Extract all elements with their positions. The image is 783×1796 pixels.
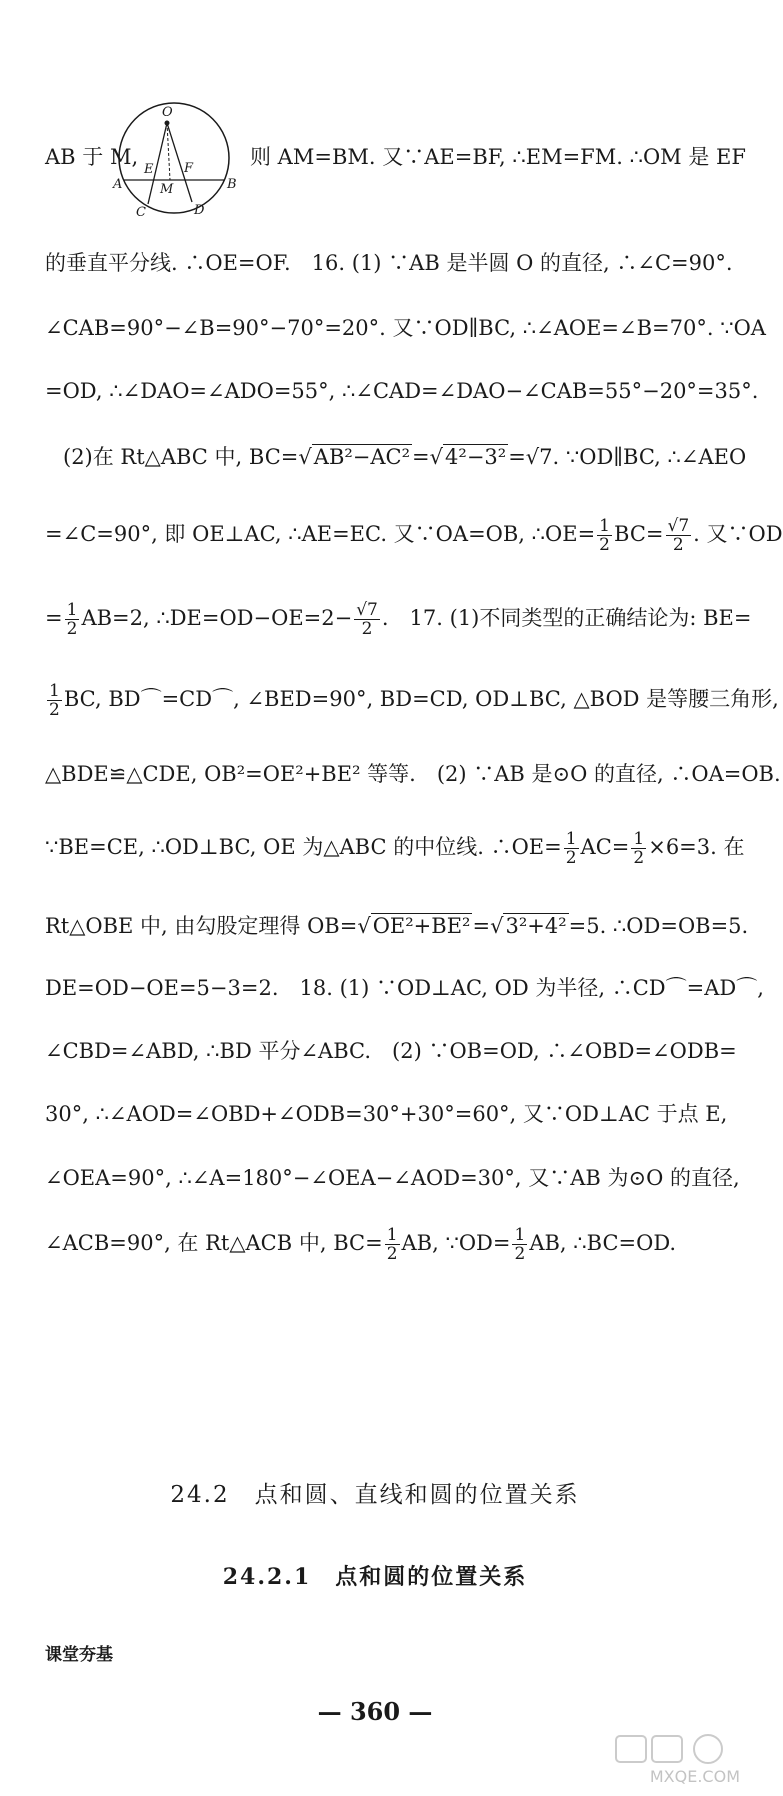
line-1b: 则 AM=BM. 又∵AE=BF, ∴EM=FM. ∴OM 是 EF <box>250 145 746 169</box>
fraction-3: $\frac{1}{2}$ <box>66 600 78 639</box>
line-6-text-b: BC= <box>614 522 664 546</box>
fraction-4: $\frac{√7}{2}$ <box>356 600 378 639</box>
watermark-text: MXQE.COM <box>649 1767 740 1786</box>
line-5: (2)在 Rt△ABC 中, BC=√AB²−AC²=√4²−3²=√7. ∵OD∥BC, ∴∠AEO <box>63 445 747 469</box>
line-13: ∠CBD=∠ABD, ∴BD 平分∠ABC. (2) ∵OB=OD, ∴∠OBD=∠ODB= <box>45 1039 737 1063</box>
center-point <box>165 121 170 126</box>
sqrt-3: OE²+BE² <box>372 914 471 938</box>
watermark-logo <box>612 1732 744 1788</box>
label-b: B <box>227 177 237 192</box>
line-15: ∠OEA=90°, ∴∠A=180°−∠OEA−∠AOD=30°, 又∵AB 为⊙O 的直径, <box>45 1166 740 1190</box>
line-1a: AB 于 M, <box>45 145 139 169</box>
label-o: O <box>162 105 173 120</box>
line-7-text-b: AB=2, ∴DE=OD−OE=2− <box>81 606 353 630</box>
line-10-text-b: AC= <box>580 835 630 859</box>
line-16-text-c: AB, ∴BC=OD. <box>529 1231 677 1255</box>
line-10 <box>45 830 744 867</box>
line-2: 的垂直平分线. ∴OE=OF. 16. (1) ∵AB 是半圆 O 的直径, ∴∠C=90°. <box>45 251 733 275</box>
line-16-text-b: AB, ∵OD= <box>401 1231 511 1255</box>
line-16-text-a: ∠ACB=90°, 在 Rt△ACB 中, BC= <box>45 1231 383 1255</box>
page-number: — 360 — <box>317 1697 433 1726</box>
line-8-text: BC, BD⌒=CD⌒, ∠BED=90°, BD=CD, OD⊥BC, △BOD 是等腰三角形, <box>63 687 779 711</box>
line-10-text-a: ∵BE=CE, ∴OD⊥BC, OE 为△ABC 的中位线. ∴OE= <box>45 835 562 859</box>
fraction-6: $\frac{1}{2}$ <box>565 829 577 868</box>
line-8 <box>45 682 779 719</box>
line-6 <box>45 517 783 554</box>
section-title: 24.2 点和圆、直线和圆的位置关系 <box>170 1482 580 1508</box>
line-3: ∠CAB=90°−∠B=90°−70°=20°. 又∵OD∥BC, ∴∠AOE=∠B=70°. ∵OA <box>45 316 766 340</box>
label-m: M <box>160 182 174 197</box>
fraction-1: $\frac{1}{2}$ <box>599 516 610 555</box>
fraction-7: $\frac{1}{2}$ <box>633 829 645 868</box>
sqrt-4: 3²+4² <box>505 914 567 938</box>
fraction-2: $\frac{√7}{2}$ <box>667 516 690 555</box>
line-12: DE=OD−OE=5−3=2. 18. (1) ∵OD⊥AC, OD 为半径, ∴CD⌒=AD⌒, <box>45 976 764 1000</box>
line-6-text-c: . 又∵OD <box>693 522 783 546</box>
small-heading: 课堂夯基 <box>45 1645 113 1665</box>
fraction-9: $\frac{1}{2}$ <box>514 1225 526 1264</box>
line-4: =OD, ∴∠DAO=∠ADO=55°, ∴∠CAD=∠DAO−∠CAB=55°−20°=35°. <box>45 379 759 403</box>
label-e: E <box>144 162 154 177</box>
watermark-icon <box>612 1732 744 1768</box>
sqrt-1: AB²−AC² <box>313 445 411 469</box>
line-11: Rt△OBE 中, 由勾股定理得 OB=√OE²+BE²=√3²+4²=5. ∴OD=OB=5. <box>45 914 749 938</box>
line-11-text-a: Rt△OBE 中, 由勾股定理得 OB= <box>45 914 358 938</box>
line-9: △BDE≌△CDE, OB²=OE²+BE² 等等. (2) ∵AB 是⊙O 的直径, ∴OA=OB. <box>45 762 781 786</box>
label-d: D <box>194 203 205 218</box>
line-11-text-b: =5. ∴OD=OB=5. <box>568 914 749 938</box>
label-f: F <box>184 161 194 176</box>
line-10-text-c: ×6=3. 在 <box>648 835 745 859</box>
line-7-text-a: = <box>45 606 63 630</box>
subsection-title: 24.2.1 点和圆的位置关系 <box>222 1564 528 1590</box>
line-14: 30°, ∴∠AOD=∠OBD+∠ODB=30°+30°=60°, 又∵OD⊥AC 于点 E, <box>45 1102 728 1126</box>
line-11-eq: = <box>472 914 491 938</box>
sqrt-2: 4²−3² <box>445 445 507 469</box>
line-6-text-a: =∠C=90°, 即 OE⊥AC, ∴AE=EC. 又∵OA=OB, ∴OE= <box>45 522 596 546</box>
fraction-5: $\frac{1}{2}$ <box>49 681 60 720</box>
fraction-8: $\frac{1}{2}$ <box>386 1225 398 1264</box>
line-5-eq: = <box>412 445 430 469</box>
line-7 <box>45 601 751 638</box>
line-16 <box>45 1226 676 1263</box>
line-7-text-c: . 17. (1)不同类型的正确结论为: BE= <box>381 606 752 630</box>
label-c: C <box>136 205 146 220</box>
line-5-text-a: (2)在 Rt△ABC 中, BC= <box>63 445 299 469</box>
line-5-text-b: =√7. ∵OD∥BC, ∴∠AEO <box>508 445 747 469</box>
label-a: A <box>113 177 123 192</box>
